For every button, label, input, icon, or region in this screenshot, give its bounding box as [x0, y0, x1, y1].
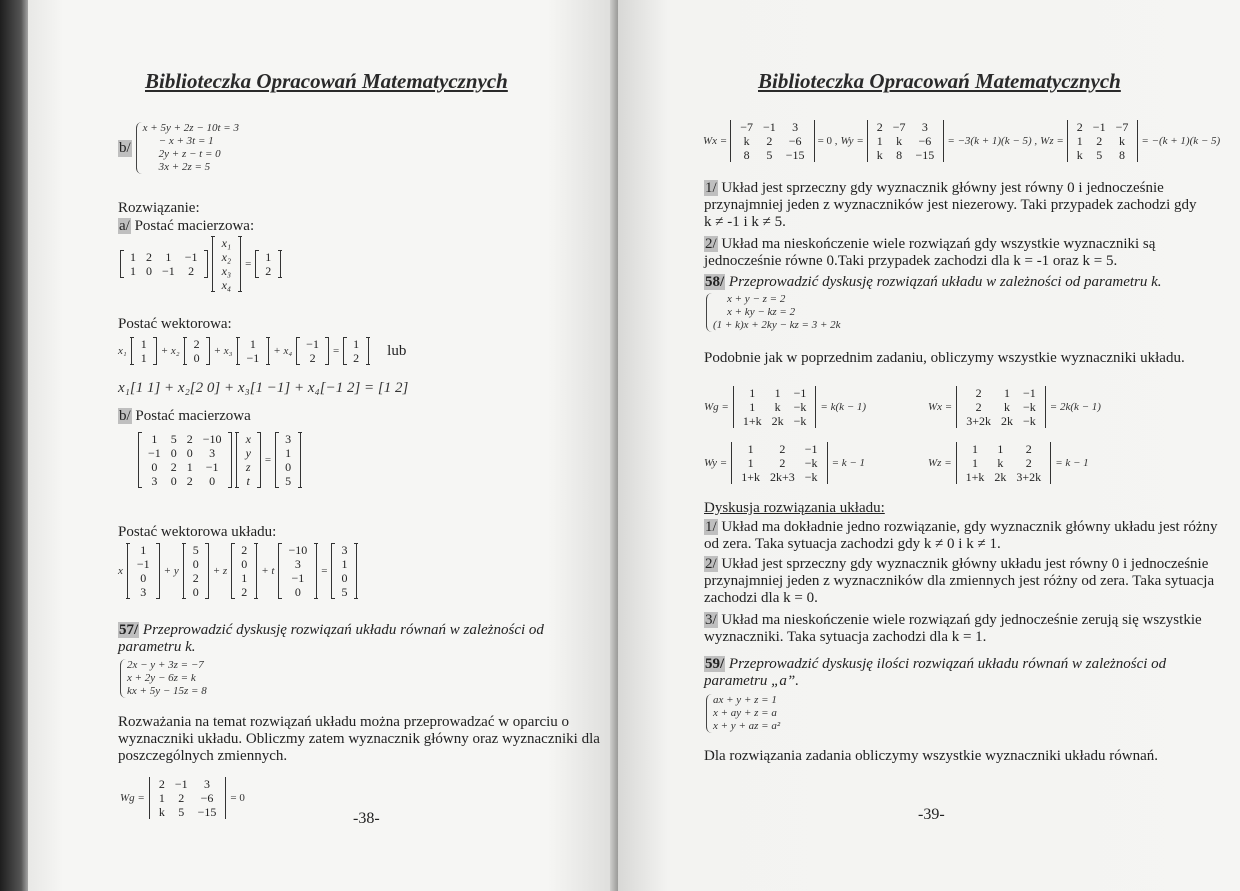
- ex57-number: 57/: [119, 622, 139, 638]
- matrix-equation-a: 1 2 1 −1 1 0 −1 2 x₁ x₂ x₃ x₄ = 1 2: [120, 236, 281, 292]
- label-a-text: Postać macierzowa:: [134, 218, 255, 234]
- paragraph-wyznaczniki: Rozważania na temat rozwiązań układu można przeprowadzać w oparciu o wyznaczniki układu. Obliczmy zatem wyznacznik główny oraz wyznaczniki dla poszczególnych zmiennych.: [118, 714, 600, 764]
- system-b: [118, 122, 239, 174]
- label-b2: b/: [119, 408, 131, 424]
- eq: ax + y + z = 1: [713, 694, 777, 706]
- wg-result: = 0: [230, 791, 245, 804]
- exercise-57: [118, 622, 598, 656]
- label-a: a/: [119, 218, 130, 234]
- label-b: b/: [119, 139, 131, 156]
- page-number-left: -38-: [353, 810, 380, 827]
- eq: 2y + z − t = 0: [158, 148, 221, 160]
- eq: x + y + az = a²: [713, 720, 781, 732]
- point-1: 1/ Układ jest sprzeczny gdy wyznacznik główny jest równy 0 i jednocześnie przynajmniej jeden z wyznaczników jest niezerowy. Taki przypadek zachodzi gdy k ≠ -1 i k ≠ 5.: [704, 180, 1197, 230]
- eq: x + 2y − 6z = k: [127, 672, 196, 684]
- dyskusja-heading: Dyskusja rozwiązania układu:: [704, 500, 885, 516]
- matrix-equation-b: 1 5 2 −10 −1 0 0 3 0 2 1 −1 3 0 2 0 x y z t = 3 1 0 5: [138, 432, 301, 488]
- lub: lub: [387, 342, 407, 359]
- eq: x + 5y + 2z − 10t = 3: [142, 122, 239, 134]
- eq: kx + 5y − 15z = 8: [127, 685, 207, 697]
- vector-b: 1 2: [255, 250, 281, 278]
- eq: x + ky − kz = 2: [727, 306, 796, 318]
- det-wg-58: Wg = 1 1 −1 1 k −k 1+k 2k −k = k(k − 1): [704, 386, 867, 428]
- eq: (1 + k)x + 2ky − kz = 3 + 2k: [713, 319, 841, 331]
- ex57-text: Przeprowadzić dyskusję rozwiązań układu równań w zależności od parametru k.: [118, 622, 544, 655]
- page-number-right: -39-: [918, 806, 945, 823]
- b-matrix-label: [118, 408, 251, 425]
- determinants-57: Wx = −7 −1 3 k 2 −6 8 5 −15 = 0 , Wy = 2 −7 3 1 k −6 k 8 −15 = −3(k + 1)(k − 5) , Wz = 2 −1 −7 1 2 k k 5 8 = −(k + 1)(k − 5): [703, 120, 1221, 162]
- exercise-58: 58/ Przeprowadzić dyskusję rozwiązań układu w zależności od parametru k.: [705, 274, 1162, 290]
- matrix-a: 1 2 1 −1 1 0 −1 2: [120, 250, 208, 278]
- system-58: [706, 293, 841, 332]
- matrix-b: 1 5 2 −10 −1 0 0 3 0 2 1 −1 3 0 2 0: [138, 432, 232, 488]
- paragraph-podobnie: Podobnie jak w poprzednim zadaniu, obliczymy wszystkie wyznaczniki układu.: [704, 350, 1185, 366]
- vector-y: x y z t: [236, 432, 261, 488]
- discussion-1: 1/ Układ ma dokładnie jedno rozwiązanie, gdy wyznacznik główny układu jest różny od zera. Taka sytuacja zachodzi gdy k ≠ 0 i k ≠ 1.: [704, 519, 1218, 552]
- vector-form-label-2: Postać wektorowa układu:: [118, 524, 277, 540]
- rozwiazanie: Rozwiązanie:: [118, 200, 200, 216]
- vector-form: x₁ 1 1 + x₂ 2 0 + x₃ 1 −1 + x₄ −1 2 = 1 2 lub: [118, 337, 407, 365]
- exercise-59: 59/ Przeprowadzić dyskusję ilości rozwiązań układu równań w zależności od parametru „a”.: [704, 656, 1167, 689]
- det-wz-58: Wz = 1 1 2 1 k 2 1+k 2k 3+2k = k − 1: [928, 442, 1089, 484]
- eq: 3x + 2z = 5: [158, 161, 211, 173]
- vector-x: x₁ x₂ x₃ x₄: [212, 236, 242, 292]
- eq: x + y − z = 2: [727, 293, 786, 305]
- vector-c: 3 1 0 5: [275, 432, 301, 488]
- discussion-2: 2/ Układ jest sprzeczny gdy wyznacznik główny układu jest równy 0 i jednocześnie przynajmniej jeden z wyznaczników dla zmiennych jest różny od zera. Taka sytuacja zachodzi dla k = 0.: [704, 556, 1215, 606]
- system-b-equations: [136, 122, 239, 174]
- row-form: x₁[1 1] + x₂[2 0] + x₃[1 −1] + x₄[−1 2] = [1 2]: [118, 380, 409, 396]
- page-header: Biblioteczka Opracowań Matematycznych: [758, 69, 1121, 93]
- eq: 2x − y + 3z = −7: [127, 659, 204, 671]
- det-wg: Wg = 2 −1 3 1 2 −6 k 5 −15 = 0: [120, 777, 245, 819]
- left-page: [28, 0, 618, 891]
- vector-form-label: Postać wektorowa:: [118, 316, 232, 332]
- paragraph-last: Dla rozwiązania zadania obliczymy wszystkie wyznaczniki układu równań.: [704, 748, 1158, 764]
- page-header: Biblioteczka Opracowań Matematycznych: [145, 69, 508, 93]
- label-b2-text: Postać macierzowa: [135, 408, 251, 424]
- det-wy-58: Wy = 1 2 −1 1 2 −k 1+k 2k+3 −k = k − 1: [704, 442, 866, 484]
- vector-form-2: x 1 −1 0 3 + y 5 0 2 0 + z 2 0 1 2 + t −10 3 −1 0 = 3 1 0 5: [118, 543, 357, 599]
- eq: x + ay + z = a: [713, 707, 777, 719]
- wg-label: Wg =: [120, 791, 145, 804]
- eq: − x + 3t = 1: [158, 135, 214, 147]
- system-57: [120, 659, 207, 698]
- det-wx-58: Wx = 2 1 −1 2 k −k 3+2k 2k −k = 2k(k − 1): [928, 386, 1101, 428]
- system-59: [706, 694, 780, 733]
- a-matrix-label: [118, 218, 254, 235]
- point-2: 2/ Układ ma nieskończenie wiele rozwiązań gdy wszystkie wyznaczniki są jednocześnie równe 0.Taki przypadek zachodzi dla k = -1 oraz k = 5.: [704, 236, 1156, 269]
- discussion-3: 3/ Układ ma nieskończenie wiele rozwiązań gdy jednocześnie zerują się wszystkie wyznaczniki. Taka sytuacja zachodzi dla k = 1.: [704, 612, 1202, 645]
- right-page: [618, 0, 1240, 891]
- book-edge: [0, 0, 30, 891]
